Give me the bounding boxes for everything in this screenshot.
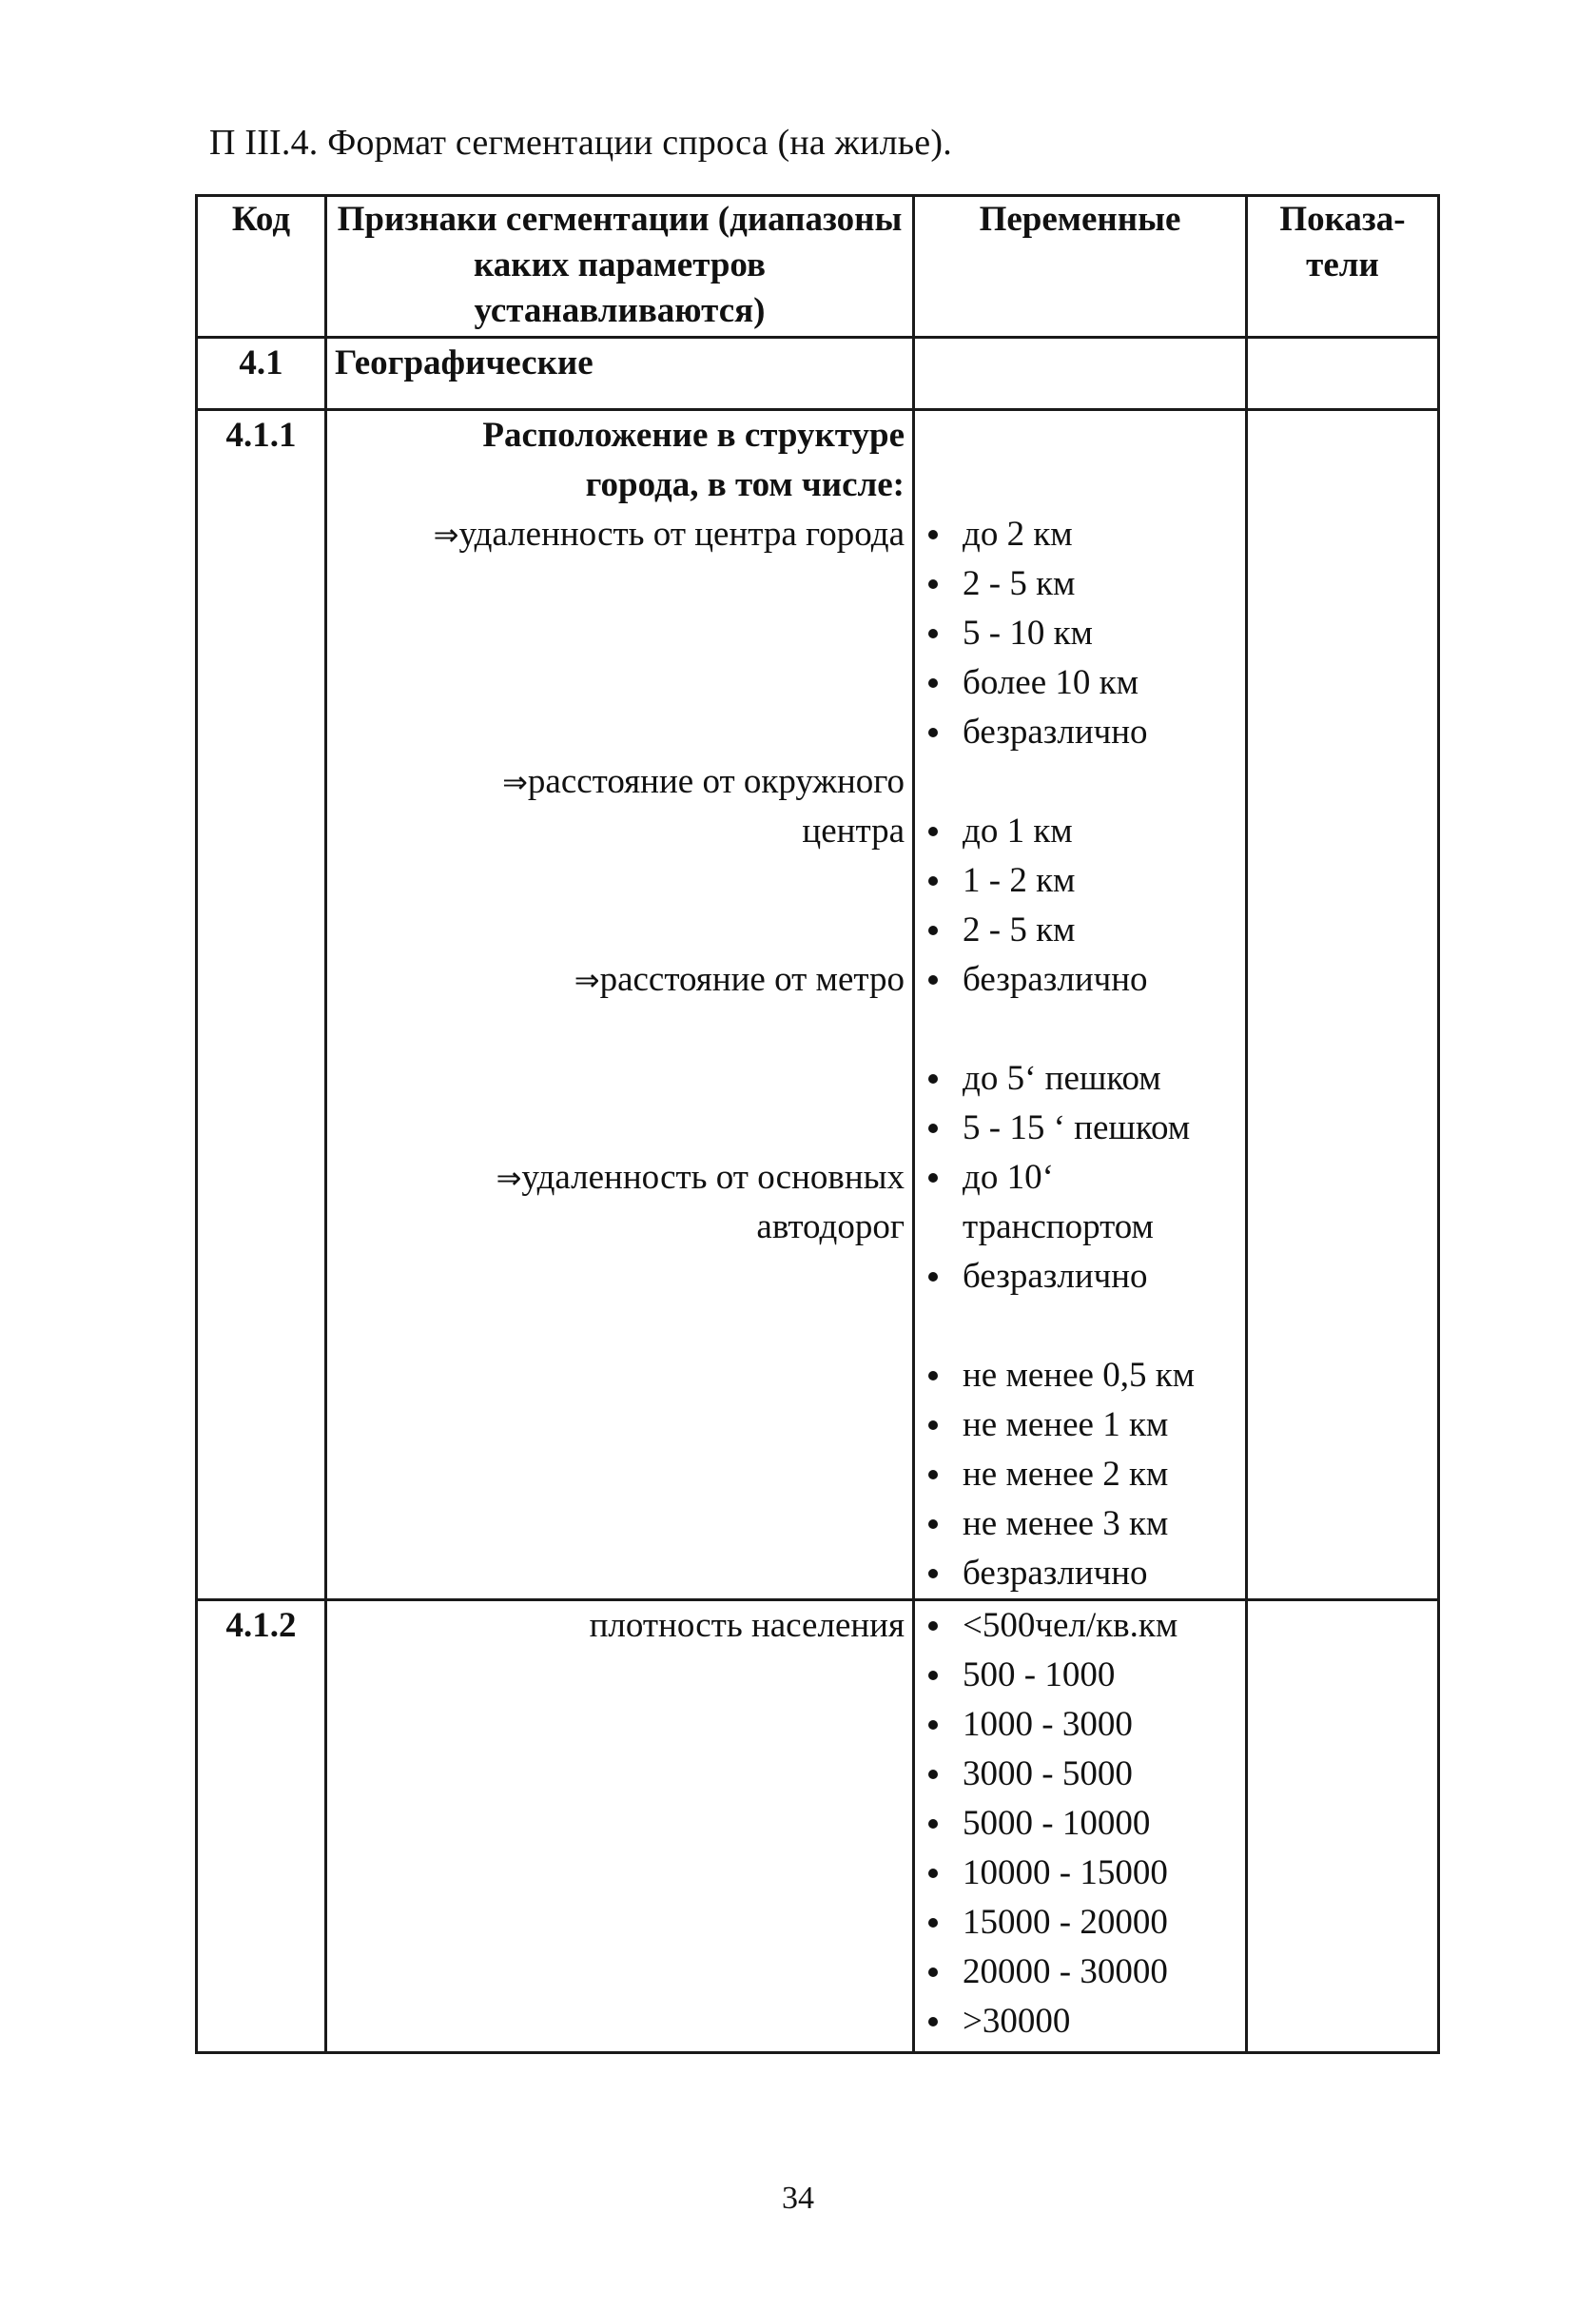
list-item: до 2 км: [923, 510, 1237, 559]
sub4-label-line2: автодорог: [756, 1207, 905, 1246]
list-item: 15000 - 20000: [923, 1898, 1237, 1948]
list-item: до 1 км: [923, 807, 1237, 856]
sub2-label-line2: центра: [802, 812, 905, 851]
header-row: [197, 196, 1439, 338]
sub2-label-line1: расстояние от окружного: [527, 762, 905, 801]
sub4-values: [923, 1351, 1237, 1598]
list-item: не менее 2 км: [923, 1450, 1237, 1499]
header-indicators-line2: тели: [1306, 245, 1379, 284]
segmentation-table: [195, 194, 1440, 2054]
feature-sub2: [335, 757, 905, 807]
table-caption: П III.4. Формат сегментации спроса (на жилье).: [209, 123, 952, 163]
header-variables: Переменные: [914, 196, 1247, 338]
list-item: 1 - 2 км: [923, 856, 1237, 906]
feature-sub4: [335, 1153, 905, 1203]
table-row: [197, 410, 1439, 1600]
page-number: 34: [782, 2181, 814, 2216]
density-values: [923, 1601, 1237, 2046]
list-item: 10000 - 15000: [923, 1849, 1237, 1898]
list-item: 5 - 15 ‘ пешком: [923, 1104, 1237, 1153]
list-item: 2 - 5 км: [923, 906, 1237, 955]
row-indicators-empty: [1247, 338, 1439, 410]
list-item: 2 - 5 км: [923, 559, 1237, 609]
list-item: безразлично: [923, 1549, 1237, 1598]
list-item: более 10 км: [923, 658, 1237, 708]
sub2-values: [923, 807, 1237, 1005]
arrow-icon: ⇒: [496, 1160, 522, 1196]
sub1-values: [923, 510, 1237, 757]
list-item: безразлично: [923, 708, 1237, 757]
list-item: >30000: [923, 1997, 1237, 2046]
list-item: не менее 1 км: [923, 1400, 1237, 1450]
header-indicators: [1247, 196, 1439, 338]
list-item: безразлично: [923, 955, 1237, 1005]
list-item: безразлично: [923, 1252, 1237, 1302]
arrow-icon: ⇒: [502, 764, 528, 800]
list-item: 5000 - 10000: [923, 1799, 1237, 1849]
row-code: 4.1.1: [197, 410, 326, 1600]
header-code: Код: [197, 196, 326, 338]
table-row: [197, 1600, 1439, 2053]
row-feature: Географические: [326, 338, 914, 410]
header-indicators-line1: Показа-: [1279, 200, 1406, 239]
sub4-label-line1: удаленность от основных: [521, 1158, 905, 1197]
list-item: до 5‘ пешком: [923, 1054, 1237, 1104]
row-indicators-empty: [1247, 1600, 1439, 2053]
arrow-icon: ⇒: [574, 962, 600, 998]
row-feature: [326, 410, 914, 1600]
feature-heading-line1: Расположение в структуре: [482, 416, 905, 455]
arrow-icon: ⇒: [433, 517, 459, 553]
segmentation-table-wrap: [195, 194, 1440, 2054]
header-features: Признаки сегментации (диапазоны каких параметров устанавливаются): [326, 196, 914, 338]
list-item: не менее 3 км: [923, 1499, 1237, 1549]
row-code: 4.1.2: [197, 1600, 326, 2053]
list-item: <500чел/кв.км: [923, 1601, 1237, 1651]
sub1-label: удаленность от центра города: [458, 515, 905, 554]
sub3-values: [923, 1054, 1237, 1302]
list-item: до 10‘ транспортом: [923, 1153, 1237, 1252]
list-item: 5 - 10 км: [923, 609, 1237, 658]
list-item: 3000 - 5000: [923, 1750, 1237, 1799]
row-variables: [914, 1600, 1247, 2053]
list-item: не менее 0,5 км: [923, 1351, 1237, 1400]
row-indicators-empty: [1247, 410, 1439, 1600]
feature-sub1: [335, 510, 905, 559]
row-feature: плотность населения: [326, 1600, 914, 2053]
row-variables-empty: [914, 338, 1247, 410]
row-code: 4.1: [197, 338, 326, 410]
list-item: 1000 - 3000: [923, 1700, 1237, 1750]
list-item: 20000 - 30000: [923, 1948, 1237, 1997]
table-row: [197, 338, 1439, 410]
feature-heading-line2: города, в том числе:: [585, 465, 905, 504]
row-variables: [914, 410, 1247, 1600]
feature-sub3: [335, 955, 905, 1005]
sub3-label: расстояние от метро: [599, 960, 905, 999]
list-item: 500 - 1000: [923, 1651, 1237, 1700]
